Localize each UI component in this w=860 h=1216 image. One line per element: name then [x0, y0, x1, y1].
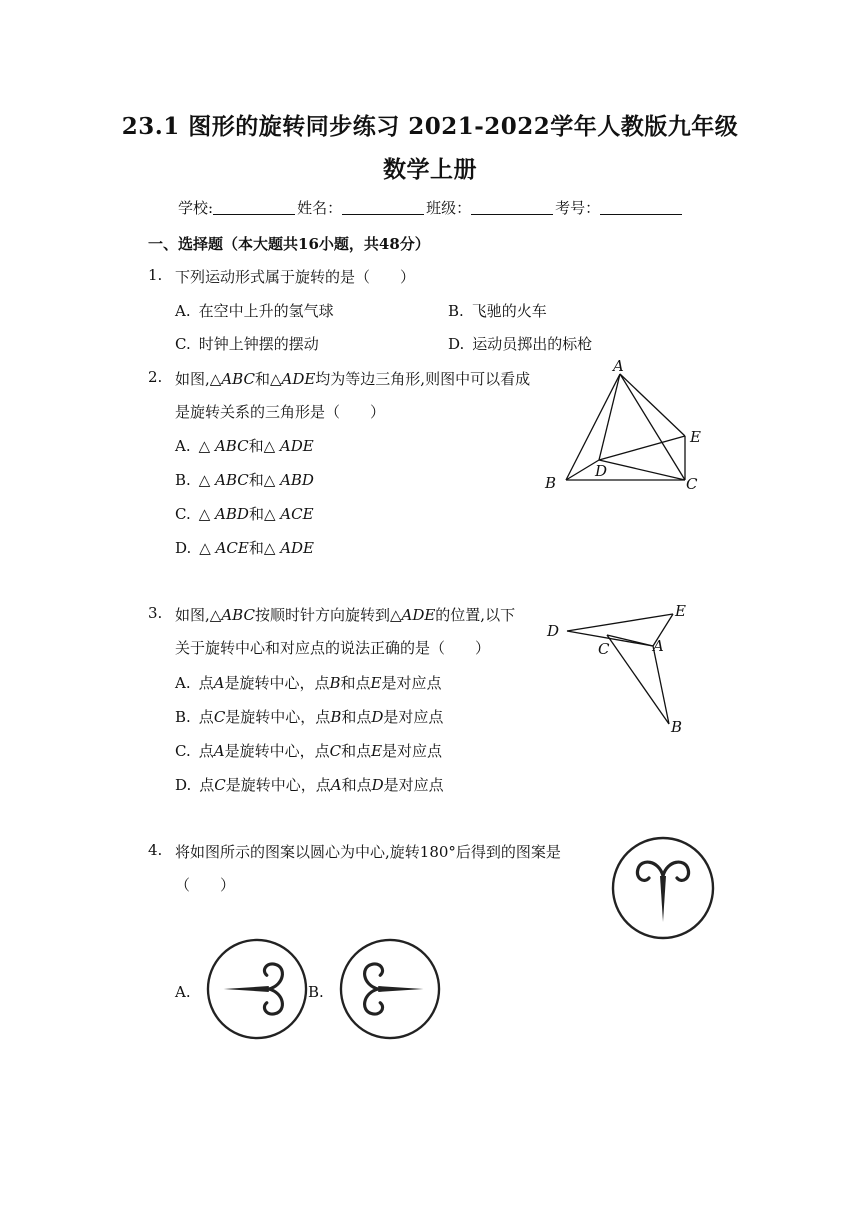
q2-option-b[interactable]: [175, 469, 314, 490]
option-text: 时钟上钟摆的摆动: [198, 335, 319, 353]
option-var: C: [214, 776, 226, 794]
option-label: A.: [175, 674, 191, 692]
option-var: A: [213, 742, 225, 760]
q4-option-a-pattern[interactable]: [206, 938, 308, 1040]
option-label: C.: [175, 505, 191, 523]
q3-stem: [175, 604, 515, 625]
option-label: D.: [448, 335, 465, 353]
option-var: A: [213, 674, 225, 692]
option-var: ABC: [215, 471, 249, 489]
option-var: ABD: [280, 471, 314, 489]
school-blank[interactable]: [213, 200, 295, 215]
option-text: 运动员掷出的标枪: [472, 335, 593, 353]
option-label: C.: [175, 742, 191, 760]
class-blank[interactable]: [471, 200, 553, 215]
stem-text: 的位置,以下: [435, 606, 516, 624]
q4-option-b-pattern[interactable]: [339, 938, 441, 1040]
option-var: B: [330, 708, 342, 726]
option-label: D.: [175, 776, 192, 794]
option-text: 和△: [248, 505, 276, 523]
option-text: 是对应点: [383, 776, 444, 794]
school-label: 学校:: [178, 199, 214, 217]
label-C: C: [686, 475, 698, 493]
option-text: 点: [199, 776, 215, 794]
q4-original-pattern: [611, 836, 715, 940]
label-C: C: [598, 640, 610, 658]
q2-stem-line2: 是旋转关系的三角形是（ ）: [175, 403, 386, 421]
option-text: 是对应点: [383, 708, 444, 726]
triangle-symbol: △: [198, 471, 211, 489]
q2-option-a[interactable]: [175, 435, 314, 456]
q4-option-a-label[interactable]: A.: [175, 983, 191, 1001]
option-var: C: [213, 708, 226, 726]
q2-option-d[interactable]: [175, 537, 314, 558]
option-label: C.: [175, 335, 191, 353]
q1-option-b[interactable]: [448, 300, 547, 321]
label-A: A: [653, 637, 664, 655]
q3-option-a[interactable]: [175, 672, 442, 693]
option-var: ACE: [280, 505, 314, 523]
option-text: 和点: [341, 776, 372, 794]
option-text: 在空中上升的氢气球: [198, 302, 334, 320]
exam-number-label: 考号：: [555, 199, 601, 217]
option-var: ACE: [215, 539, 249, 557]
option-text: 和点: [341, 708, 372, 726]
option-text: 和△: [248, 471, 276, 489]
label-B: B: [671, 718, 683, 736]
option-var: A: [330, 776, 342, 794]
stem-text: 均为等边三角形,则图中可以看成: [315, 370, 531, 388]
page-title: 23.1 图形的旋转同步练习 2021-2022学年人教版九年级: [121, 113, 739, 140]
q4-stem: 将如图所示的图案以圆心为中心,旋转180°后得到的图案是: [175, 843, 561, 861]
option-var: C: [329, 742, 342, 760]
label-B: B: [545, 474, 557, 492]
option-text: 点: [198, 674, 214, 692]
triangle-symbol: △: [198, 437, 211, 455]
q3-option-d[interactable]: [175, 774, 444, 795]
option-var: E: [370, 674, 382, 692]
option-var: E: [371, 742, 383, 760]
option-text: 是旋转中心，点: [225, 776, 331, 794]
triangle-symbol: △: [199, 539, 211, 557]
option-var: D: [371, 708, 384, 726]
option-var: ADE: [279, 437, 314, 455]
option-text: 和点: [340, 674, 371, 692]
option-text: 是旋转中心，点: [224, 742, 330, 760]
q4-option-b-label[interactable]: B.: [308, 983, 324, 1001]
label-E: E: [675, 602, 686, 620]
option-text: 和△: [248, 539, 276, 557]
q1-option-d[interactable]: [448, 333, 592, 354]
option-text: 点: [198, 708, 214, 726]
exam-number-blank[interactable]: [600, 200, 682, 215]
stem-text: 和△: [254, 370, 282, 388]
option-text: 是对应点: [381, 674, 442, 692]
stem-text: 如图,△: [175, 606, 222, 624]
option-text: 和△: [248, 437, 276, 455]
option-var: ABC: [214, 437, 249, 455]
q3-rotation-figure: [545, 598, 695, 738]
label-D: D: [547, 622, 560, 640]
option-label: B.: [448, 302, 464, 320]
q1-stem: 下列运动形式属于旋转的是（ ）: [175, 268, 416, 286]
option-var: ABD: [215, 505, 249, 523]
stem-var: ADE: [401, 606, 436, 624]
q2-option-c[interactable]: [175, 503, 314, 524]
q2-triangle-figure: [540, 357, 710, 495]
q1-option-a[interactable]: [175, 300, 334, 321]
name-blank[interactable]: [342, 200, 424, 215]
option-label: B.: [175, 471, 191, 489]
name-label: 姓名：: [297, 199, 343, 217]
option-text: 点: [198, 742, 214, 760]
q1-option-c[interactable]: [175, 333, 319, 354]
option-label: D.: [175, 539, 192, 557]
stem-var: ADE: [281, 370, 316, 388]
stem-text: 按顺时针方向旋转到△: [254, 606, 402, 624]
q3-option-c[interactable]: [175, 740, 442, 761]
option-label: A.: [175, 437, 191, 455]
q4-stem-line2: （ ）: [175, 876, 236, 894]
triangle-symbol: △: [198, 505, 211, 523]
label-A: A: [613, 357, 624, 375]
q3-number: 3.: [148, 604, 163, 622]
q2-stem: [175, 368, 530, 389]
stem-text: 如图,△: [175, 370, 222, 388]
option-text: 飞驰的火车: [471, 302, 547, 320]
option-text: 是旋转中心，点: [225, 708, 331, 726]
stem-var: ABC: [221, 370, 255, 388]
option-var: D: [371, 776, 384, 794]
q2-number: 2.: [148, 368, 163, 386]
option-var: B: [329, 674, 341, 692]
student-info-line: [178, 197, 684, 218]
page-subtitle: 数学上册: [383, 156, 477, 183]
q4-number: 4.: [148, 841, 163, 859]
option-var: ADE: [280, 539, 314, 557]
option-label: B.: [175, 708, 191, 726]
section-heading: 一、选择题（本大题共16小题，共48分）: [148, 235, 430, 253]
q1-number: 1.: [148, 266, 163, 284]
label-E: E: [690, 428, 701, 446]
q3-stem-line2: 关于旋转中心和对应点的说法正确的是（ ）: [175, 639, 491, 657]
option-text: 是对应点: [382, 742, 443, 760]
option-text: 和点: [341, 742, 372, 760]
label-D: D: [595, 462, 608, 480]
option-text: 是旋转中心，点: [224, 674, 330, 692]
class-label: 班级：: [426, 199, 472, 217]
option-label: A.: [175, 302, 191, 320]
stem-var: ABC: [221, 606, 255, 624]
q3-option-b[interactable]: [175, 706, 443, 727]
